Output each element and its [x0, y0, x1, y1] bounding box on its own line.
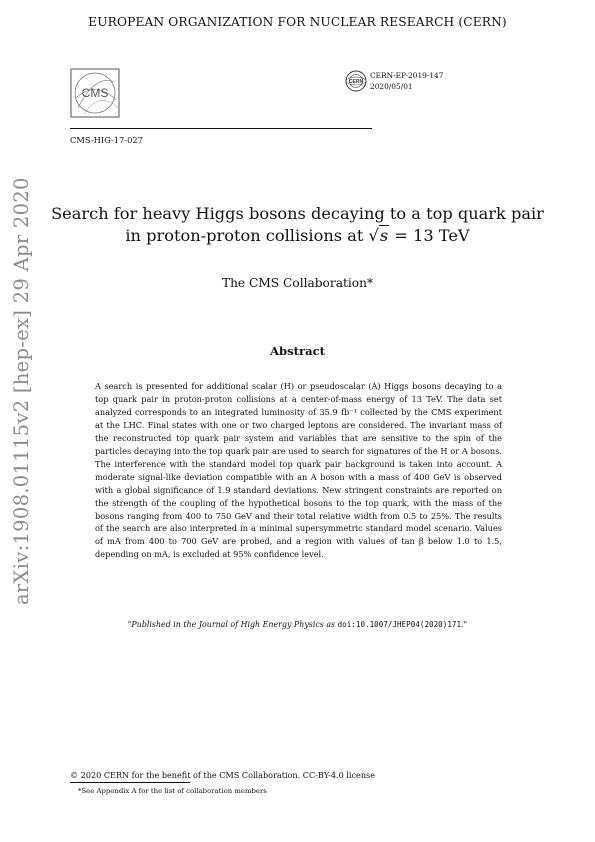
report-date: 2020/05/01: [370, 81, 413, 91]
organization-header: EUROPEAN ORGANIZATION FOR NUCLEAR RESEARCH (CERN): [88, 15, 507, 29]
publication-doi-link[interactable]: doi:10.1007/JHEP04(2020)171: [337, 620, 462, 629]
sqrt-symbol: √: [368, 226, 379, 245]
publication-suffix: .": [461, 620, 468, 629]
title-line-2: [0, 225, 595, 247]
report-info: [370, 71, 443, 92]
arxiv-stamp[interactable]: arXiv:1908.01115v2 [hep-ex] 29 Apr 2020: [10, 177, 33, 605]
cern-logo: [345, 70, 367, 92]
author: The CMS Collaboration*: [221, 276, 374, 290]
title-line-2-suffix: = 13 TeV: [389, 226, 470, 245]
cms-logo: [70, 68, 120, 118]
license-text: © 2020 CERN for the benefit of the CMS Collaboration. CC-BY-4.0 license: [70, 770, 375, 780]
sqrt-arg: s: [379, 226, 389, 245]
publication-note: [0, 620, 595, 629]
header-rule: [70, 128, 372, 129]
svg-text:CERN: CERN: [348, 79, 364, 85]
cms-identifier: CMS-HIG-17-027: [70, 135, 143, 145]
title-line-2-prefix: in proton-proton collisions at: [125, 226, 364, 245]
footnote-rule: [70, 782, 190, 783]
report-number: CERN-EP-2019-147: [370, 71, 444, 80]
paper-title: [0, 203, 595, 247]
footnote: *See Appendix A for the list of collaboration members: [78, 787, 267, 795]
sqrt-s: [369, 225, 390, 245]
abstract-text: A search is presented for additional scalar (H) or pseudoscalar (A) Higgs bosons decaying to a top quark pair in proton-proton collisions at a center-of-mass energy of 13 TeV. The data set analyzed corresponds to an integrated luminosity of 35.9 fb⁻¹ collected by the CMS experiment at the LHC. Final states with one or two charged leptons are considered. The invariant mass of the reconstructed top quark pair system and variables that are sensitive to the spin of the particles decaying into the top quark pair are used to search for signatures of the H or A bosons. The interference with the standard model top quark pair background is taken into account. A moderate signal-like deviation compatible with an A boson with a mass of 400 GeV is observed with a global significance of 1.9 standard deviations. New stringent constraints are reported on the strength of the coupling of the hypothetical bosons to the top quark, with the mass of the bosons ranging from 400 to 750 GeV and their total relative width from 0.5 to 25%. The results of the search are also interpreted in a minimal supersymmetric standard model scenario. Values of mA from 400 to 700 GeV are probed, and a region with values of tan β below 1.0 to 1.5, depending on mA, is excluded at 95% confidence level.: [95, 381, 502, 560]
publication-prefix: "Published in the Journal of High Energy Physics as: [127, 620, 338, 629]
abstract-heading: Abstract: [269, 344, 326, 358]
svg-text:CMS: CMS: [81, 86, 109, 100]
title-line-1: Search for heavy Higgs bosons decaying to a top quark pair: [51, 204, 544, 223]
